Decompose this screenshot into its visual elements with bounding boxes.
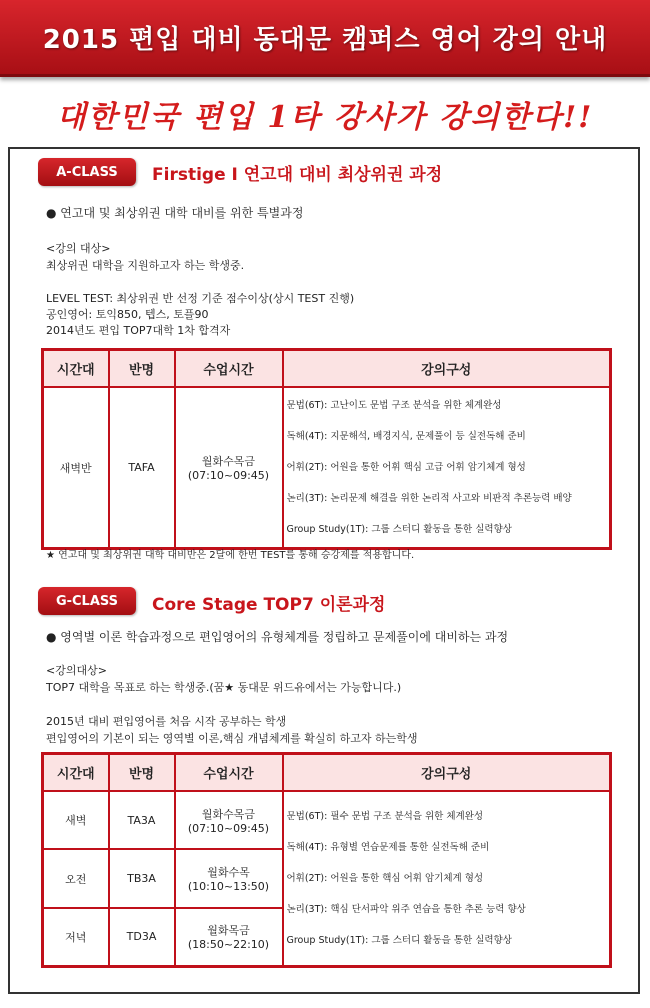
g-class-badge: G-CLASS bbox=[38, 587, 136, 615]
a-class-past-result: 2014년도 편입 TOP7대학 1차 합격자 bbox=[46, 324, 231, 337]
header-class-name: 반명 bbox=[109, 754, 175, 792]
class-time-cell bbox=[175, 791, 283, 849]
a-class-official-score: 공인영어: 토익850, 텝스, 토플90 bbox=[46, 308, 209, 321]
class-days: 월화수목 bbox=[207, 866, 250, 879]
a-class-level-test: LEVEL TEST: 최상위권 반 선정 기준 점수이상(상시 TEST 진행) bbox=[46, 292, 355, 305]
curriculum-item: 독해(4T): 유형별 연습문제를 통한 실전독해 준비 bbox=[286, 841, 490, 853]
table-row bbox=[43, 387, 611, 549]
header-time-slot: 시간대 bbox=[43, 754, 109, 792]
curriculum-item: Group Study(1T): 그룹 스터디 활동을 통한 실력향상 bbox=[286, 934, 512, 946]
class-days: 월화수목금 bbox=[201, 455, 256, 468]
class-days: 월화목금 bbox=[207, 924, 250, 938]
class-name-cell: TD3A bbox=[109, 908, 175, 966]
table-row bbox=[43, 791, 611, 849]
time-slot-cell: 새벽 bbox=[43, 791, 109, 849]
curriculum-item: Group Study(1T): 그룹 스터디 활동을 통한 실력향상 bbox=[286, 524, 512, 535]
g-class-bullet: ● 영역별 이론 학습과정으로 편입영어의 유형체계를 정립하고 문제풀이에 대비하는 과정 bbox=[46, 630, 509, 644]
time-slot-cell: 오전 bbox=[43, 849, 109, 908]
slogan: 대한민국 편입 1타 강사가 강의한다!! bbox=[56, 100, 594, 135]
a-class-badge: A-CLASS bbox=[38, 158, 136, 186]
class-name-cell: TAFA bbox=[109, 387, 175, 549]
class-name-cell: TB3A bbox=[109, 849, 175, 908]
class-time-cell bbox=[175, 387, 283, 549]
header-curriculum: 강의구성 bbox=[283, 754, 611, 792]
curriculum-item: 어휘(2T): 어원을 통한 핵심 어휘 암기체계 형성 bbox=[286, 872, 484, 884]
curriculum-cell bbox=[283, 791, 611, 966]
class-hours: (07:10~09:45) bbox=[187, 821, 270, 835]
curriculum-item: 논리(3T): 핵심 단서파악 위주 연습을 통한 추론 능력 향상 bbox=[286, 903, 526, 915]
header-time-slot: 시간대 bbox=[43, 350, 109, 388]
header-class-time: 수업시간 bbox=[175, 754, 283, 792]
g-class-target-line-2: 편입영어의 기본이 되는 영역별 이론,핵심 개념체계를 확실히 하고자 하는학생 bbox=[46, 732, 418, 745]
time-slot-cell: 저녁 bbox=[43, 908, 109, 966]
class-hours: (07:10~09:45) bbox=[187, 469, 270, 482]
g-class-schedule-table bbox=[41, 752, 612, 968]
g-class-target-label: <강의대상> bbox=[46, 664, 107, 677]
header-banner bbox=[0, 0, 650, 77]
a-class-schedule-table bbox=[41, 348, 612, 550]
curriculum-item: 독해(4T): 지문해석, 배경지식, 문제풀이 등 실전독해 준비 bbox=[286, 431, 526, 442]
class-hours: (18:50~22:10) bbox=[187, 938, 270, 952]
a-class-title: Firstige I 연고대 대비 최상위권 과정 bbox=[152, 165, 443, 185]
curriculum-item: 어휘(2T): 어원을 통한 어휘 핵심 고급 어휘 암기체계 형성 bbox=[286, 462, 526, 473]
g-class-target-text: TOP7 대학을 목표로 하는 학생중.(꿈★ 동대문 위드유에서는 가능합니다.) bbox=[46, 681, 402, 694]
class-days: 월화수목금 bbox=[201, 807, 256, 821]
class-name-cell: TA3A bbox=[109, 791, 175, 849]
header-class-time: 수업시간 bbox=[175, 350, 283, 388]
class-time-cell bbox=[175, 849, 283, 908]
curriculum-item: 문법(6T): 고난이도 문법 구조 분석을 위한 체계완성 bbox=[286, 400, 502, 411]
page-title: 2015 편입 대비 동대문 캠퍼스 영어 강의 안내 bbox=[42, 24, 608, 55]
curriculum-item: 문법(6T): 필수 문법 구조 분석을 위한 체계완성 bbox=[286, 810, 484, 822]
class-time-cell bbox=[175, 908, 283, 966]
header-curriculum: 강의구성 bbox=[283, 350, 611, 388]
time-slot-cell: 새벽반 bbox=[43, 387, 109, 549]
class-hours: (10:10~13:50) bbox=[187, 880, 270, 893]
a-class-note: ★ 연고대 및 최상위권 대학 대비반은 2달에 한번 TEST를 통해 승강제를 적용합니다. bbox=[46, 550, 415, 561]
table-header-row bbox=[43, 754, 611, 792]
a-class-target-text: 최상위권 대학을 지원하고자 하는 학생중. bbox=[46, 259, 245, 272]
curriculum-item: 논리(3T): 논리문제 해결을 위한 논리적 사고와 비판적 추론능력 배양 bbox=[286, 493, 572, 504]
a-class-bullet: ● 연고대 및 최상위권 대학 대비를 위한 특별과정 bbox=[46, 206, 304, 220]
g-class-target-line-1: 2015년 대비 편입영어를 처음 시작 공부하는 학생 bbox=[46, 715, 287, 728]
a-class-target-label: <강의 대상> bbox=[46, 242, 111, 255]
curriculum-cell bbox=[283, 387, 611, 549]
g-class-title: Core Stage TOP7 이론과정 bbox=[152, 595, 386, 615]
table-header-row bbox=[43, 350, 611, 388]
header-class-name: 반명 bbox=[109, 350, 175, 388]
